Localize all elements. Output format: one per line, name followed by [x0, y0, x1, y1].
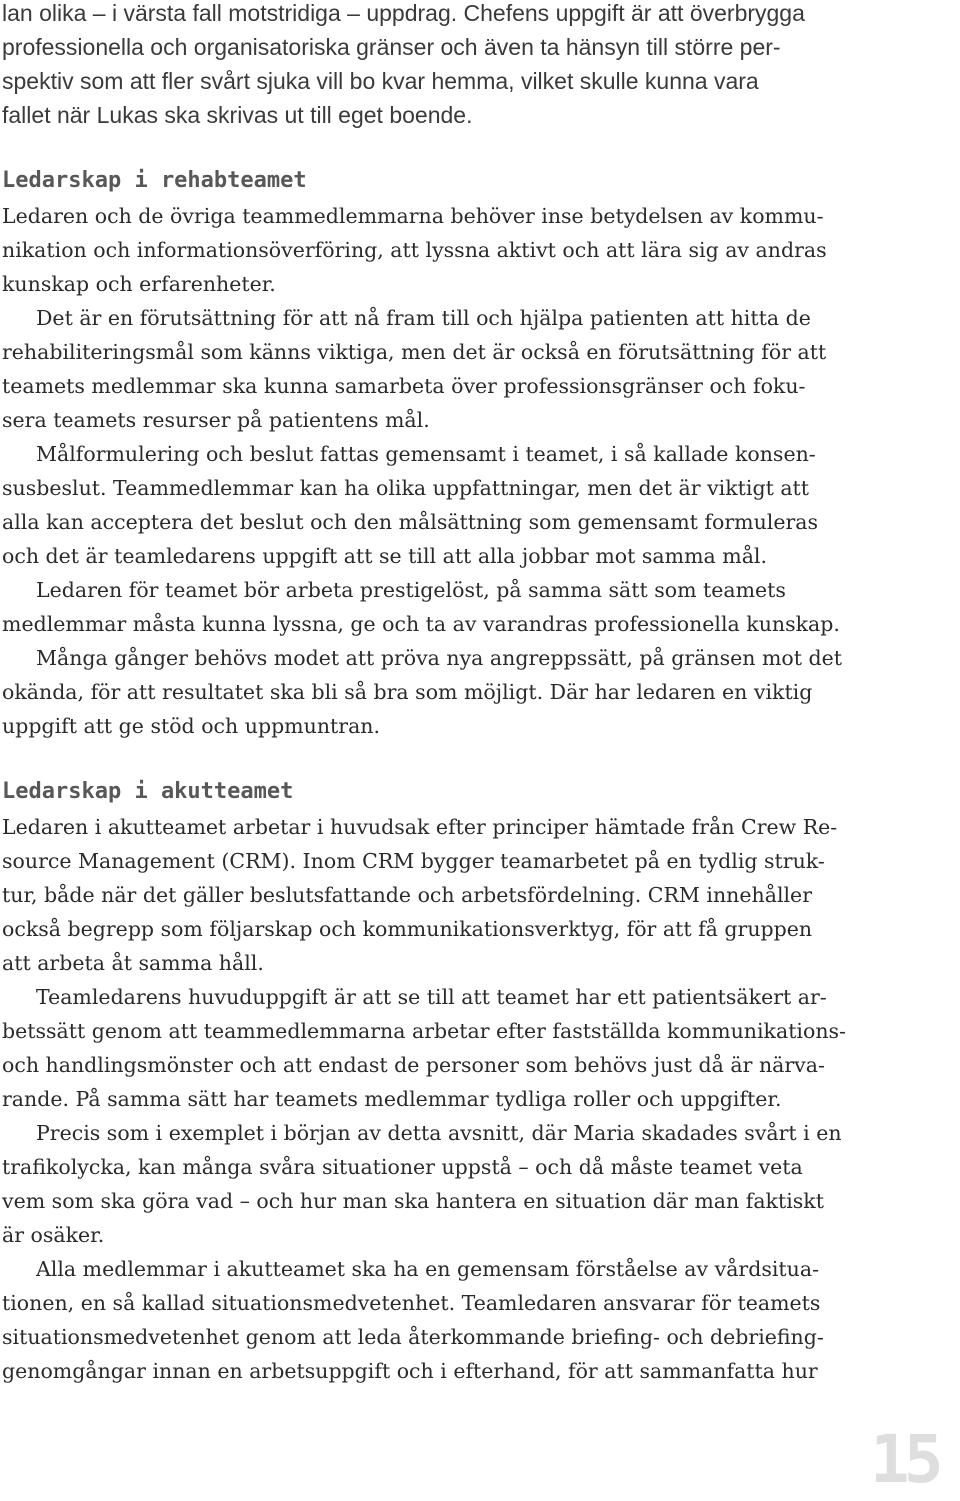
body-line: också begrepp som följarskap och kommunikationsverktyg, för att få gruppen [2, 917, 813, 941]
intro-line: professionella och organisatoriska gränser och även ta hänsyn till större per- [2, 34, 781, 60]
body-line: trafikolycka, kan många svåra situationer uppstå – och då måste teamet veta [2, 1155, 803, 1179]
body-line: Det är en förutsättning för att nå fram till och hjälpa patienten att hitta de [36, 306, 811, 330]
body-line: betssätt genom att teammedlemmarna arbetar efter fastställda kommunikations- [2, 1019, 846, 1043]
intro-line: lan olika – i värsta fall motstridiga – uppdrag. Chefens uppgift är att överbrygga [2, 0, 805, 26]
body-line: nikation och informationsöverföring, att lyssna aktivt och att lära sig av andras [2, 238, 827, 262]
body-line: susbeslut. Teammedlemmar kan ha olika uppfattningar, men det är viktigt att [2, 476, 810, 500]
body-line: Målformulering och beslut fattas gemensamt i teamet, i så kallade konsen- [36, 442, 816, 466]
body-line: tur, både när det gäller beslutsfattande och arbetsfördelning. CRM innehåller [2, 883, 812, 907]
body-line: uppgift att ge stöd och uppmuntran. [2, 714, 381, 738]
body-line: alla kan acceptera det beslut och den målsättning som gemensamt formuleras [2, 510, 819, 534]
body-line: Teamledarens huvuduppgift är att se till att teamet har ett patientsäkert ar- [36, 985, 827, 1009]
intro-line: fallet när Lukas ska skrivas ut till eget boende. [2, 102, 473, 128]
body-line: är osäker. [2, 1223, 105, 1247]
intro-line: spektiv som att fler svårt sjuka vill bo kvar hemma, vilket skulle kunna vara [2, 68, 759, 94]
body-line: okända, för att resultatet ska bli så bra som möjligt. Där har ledaren en viktig [2, 680, 813, 704]
body-line: Ledaren och de övriga teammedlemmarna behöver inse betydelsen av kommu- [2, 204, 824, 228]
body-line: rehabiliteringsmål som känns viktiga, men det är också en förutsättning för att [2, 340, 827, 364]
section-heading-rehabteamet: Ledarskap i rehabteamet [2, 168, 307, 193]
body-line: teamets medlemmar ska kunna samarbeta över professionsgränser och foku- [2, 374, 806, 398]
body-line: tionen, en så kallad situationsmedvetenhet. Teamledaren ansvarar för teamets [2, 1291, 821, 1315]
body-line: kunskap och erfarenheter. [2, 272, 276, 296]
body-line: source Management (CRM). Inom CRM bygger teamarbetet på en tydlig struk- [2, 849, 825, 873]
body-line: genomgångar innan en arbetsuppgift och i efterhand, för att sammanfatta hur [2, 1359, 818, 1383]
body-line: Alla medlemmar i akutteamet ska ha en gemensam förståelse av vårdsitua- [36, 1257, 820, 1281]
page-number: 15 [870, 1421, 938, 1498]
body-line: Många gånger behövs modet att pröva nya angreppssätt, på gränsen mot det [36, 646, 843, 670]
body-line: och handlingsmönster och att endast de personer som behövs just då är närva- [2, 1053, 825, 1077]
body-line: Precis som i exemplet i början av detta avsnitt, där Maria skadades svårt i en [36, 1121, 842, 1145]
body-line: sera teamets resurser på patientens mål. [2, 408, 430, 432]
body-line: medlemmar måsta kunna lyssna, ge och ta av varandras professionella kunskap. [2, 612, 840, 636]
body-line: rande. På samma sätt har teamets medlemmar tydliga roller och uppgifter. [2, 1087, 782, 1111]
body-line: Ledaren för teamet bör arbeta prestigelöst, på samma sätt som teamets [36, 578, 786, 602]
body-line: vem som ska göra vad – och hur man ska hantera en situation där man faktiskt [2, 1189, 824, 1213]
body-line: situationsmedvetenhet genom att leda återkommande briefing- och debriefing- [2, 1325, 824, 1349]
body-line: att arbeta åt samma håll. [2, 951, 264, 975]
section-heading-akutteamet: Ledarskap i akutteamet [2, 779, 294, 804]
body-line: och det är teamledarens uppgift att se till att alla jobbar mot samma mål. [2, 544, 767, 568]
body-line: Ledaren i akutteamet arbetar i huvudsak efter principer hämtade från Crew Re- [2, 815, 838, 839]
